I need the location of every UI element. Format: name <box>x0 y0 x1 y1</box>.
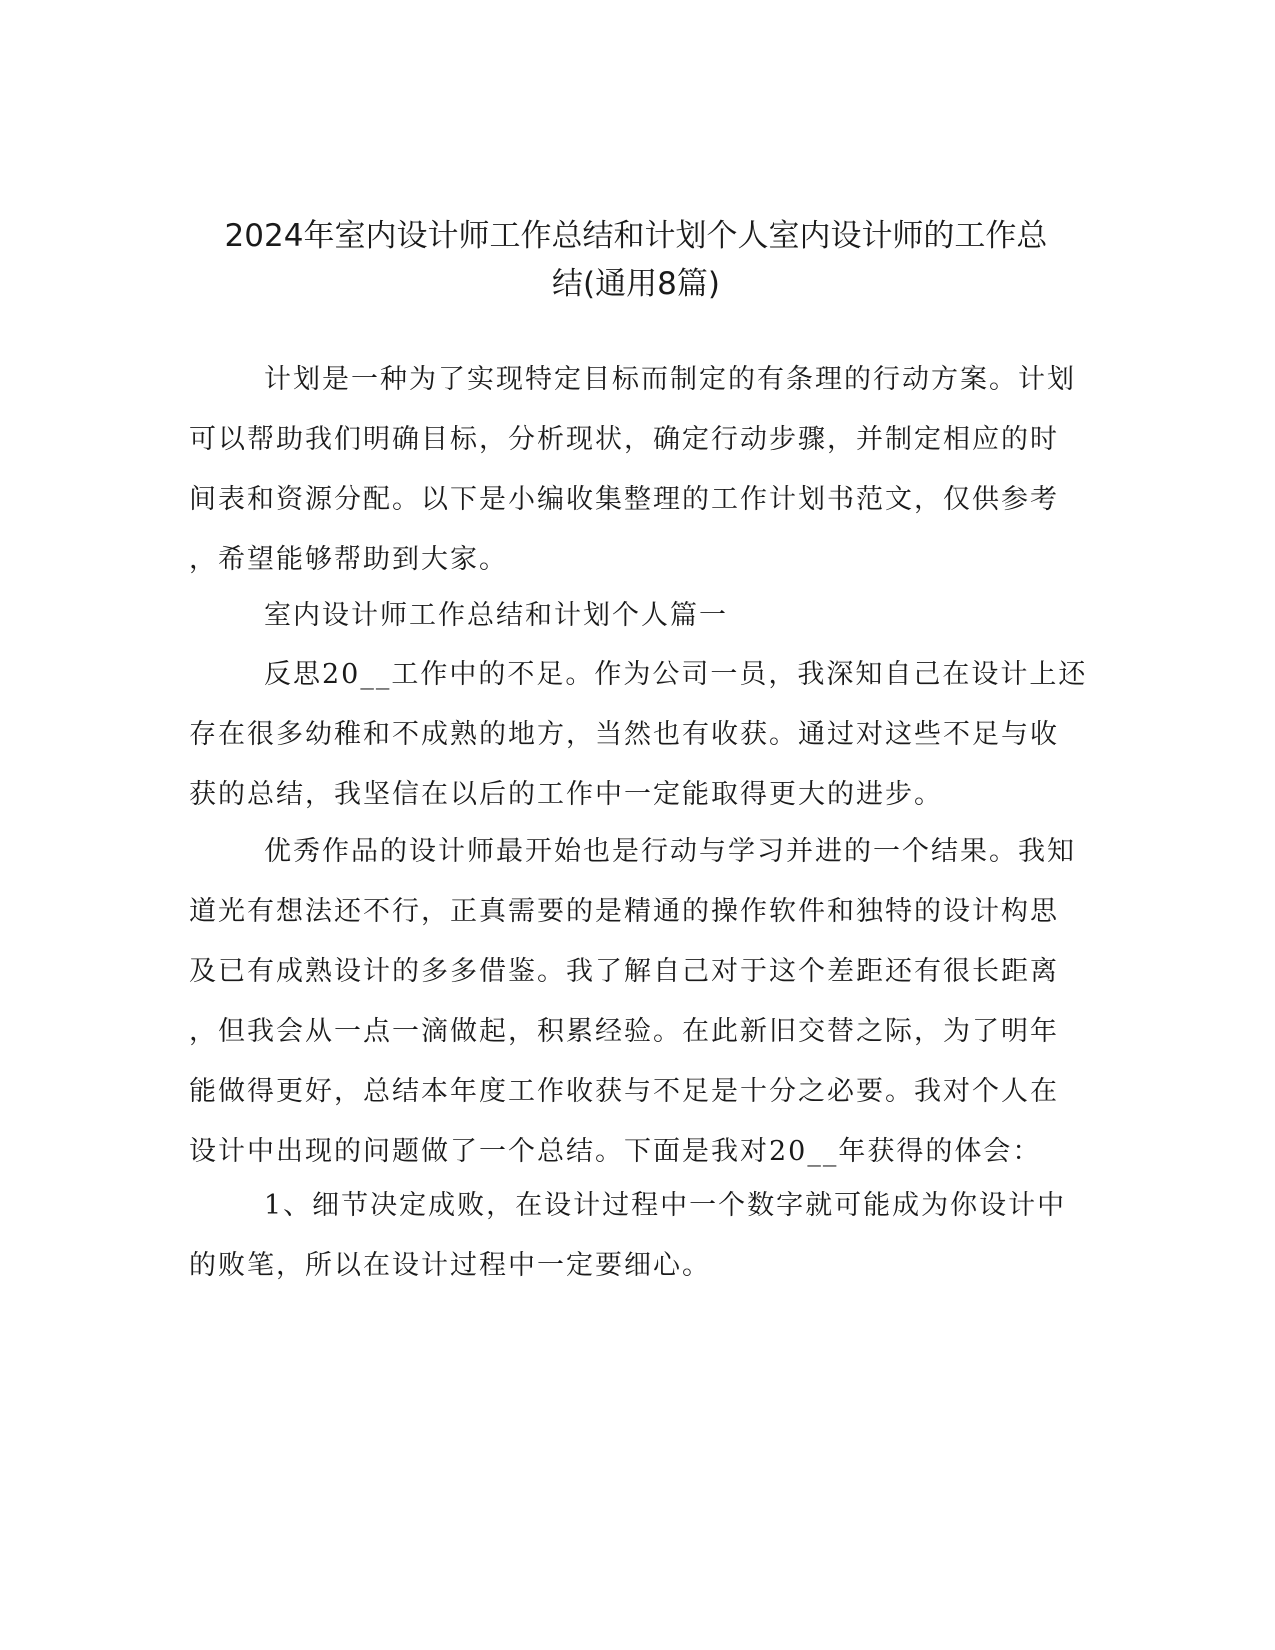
intro-paragraph <box>189 350 1083 590</box>
paragraph-line: 1、细节决定成败，在设计过程中一个数字就可能成为你设计中 <box>264 1190 1067 1221</box>
title-line-1: 2024年室内设计师工作总结和计划个人室内设计师的工作总 <box>224 218 1048 254</box>
paragraph-line: 优秀作品的设计师最开始也是行动与学习并进的一个结果。我知 <box>264 836 1076 867</box>
paragraph-line: 反思20__工作中的不足。作为公司一员，我深知自己在设计上还 <box>264 659 1088 690</box>
paragraph-line: 的败笔，所以在设计过程中一定要细心。 <box>189 1250 711 1281</box>
title-line-2: 结(通用8篇) <box>552 266 720 302</box>
paragraph-line: ，但我会从一点一滴做起，积累经验。在此新旧交替之际，为了明年 <box>189 1016 1059 1047</box>
list-item-paragraph <box>189 1176 1083 1296</box>
paragraph-line: 间表和资源分配。以下是小编收集整理的工作计划书范文，仅供参考 <box>189 484 1059 515</box>
paragraph-line: 存在很多幼稚和不成熟的地方，当然也有收获。通过对这些不足与收 <box>189 719 1059 750</box>
paragraph-line: 设计中出现的问题做了一个总结。下面是我对20__年获得的体会： <box>189 1136 1042 1167</box>
section-heading-text: 室内设计师工作总结和计划个人篇一 <box>264 600 728 631</box>
paragraph-line: 获的总结，我坚信在以后的工作中一定能取得更大的进步。 <box>189 779 943 810</box>
section-heading <box>189 586 1083 646</box>
paragraph-line: 及已有成熟设计的多多借鉴。我了解自己对于这个差距还有很长距离 <box>189 956 1059 987</box>
paragraph-line: 计划是一种为了实现特定目标而制定的有条理的行动方案。计划 <box>264 364 1076 395</box>
designer-paragraph <box>189 822 1083 1182</box>
document-title <box>186 212 1086 308</box>
paragraph-line: 能做得更好，总结本年度工作收获与不足是十分之必要。我对个人在 <box>189 1076 1059 1107</box>
paragraph-line: 可以帮助我们明确目标，分析现状，确定行动步骤，并制定相应的时 <box>189 424 1059 455</box>
reflection-paragraph <box>189 645 1088 825</box>
paragraph-line: ，希望能够帮助到大家。 <box>189 544 508 575</box>
paragraph-line: 道光有想法还不行，正真需要的是精通的操作软件和独特的设计构思 <box>189 896 1059 927</box>
